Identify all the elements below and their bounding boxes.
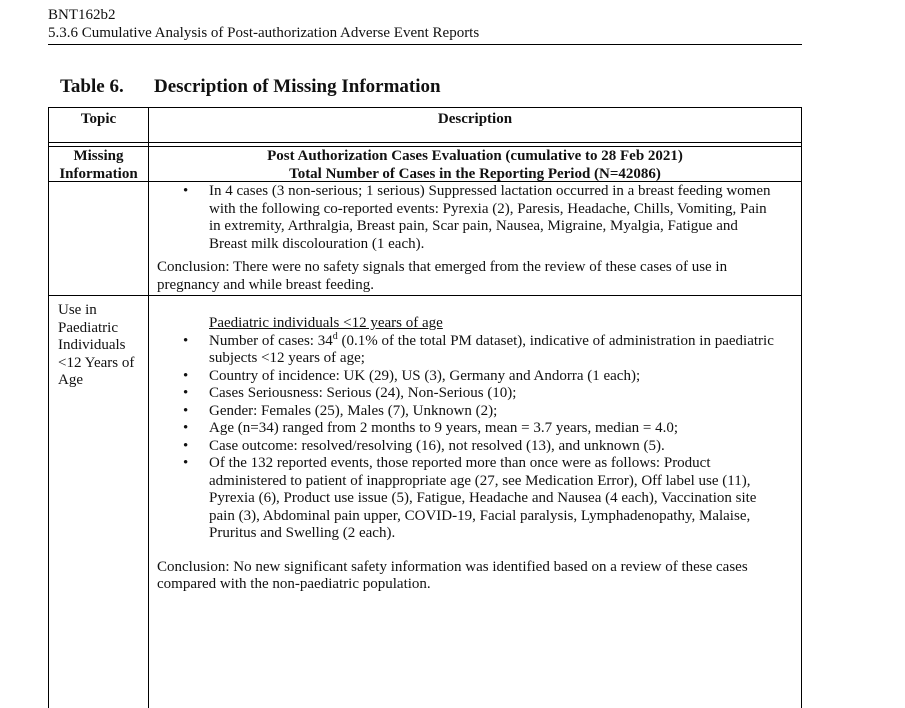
evaluation-heading — [149, 148, 801, 183]
list-item — [149, 455, 801, 543]
list-item: • Gender: Females (25), Males (7), Unknown (2); — [149, 403, 801, 421]
row-divider — [49, 142, 801, 143]
lactation-section — [149, 183, 801, 294]
product-name: BNT162b2 — [48, 7, 116, 23]
topic-line: Use in — [58, 302, 97, 318]
missing-information-table — [48, 107, 802, 708]
topic-line: Missing — [73, 148, 124, 164]
row-divider — [49, 146, 801, 147]
table-title-text: Description of Missing Information — [154, 76, 441, 97]
text-line: Breast milk discolouration (1 each). — [209, 235, 425, 252]
row-divider — [49, 295, 801, 296]
table-number: Table 6. — [60, 76, 124, 97]
list-item: • Cases Seriousness: Serious (24), Non-Serious (10); — [149, 385, 801, 403]
text-line: compared with the non-paediatric population. — [157, 576, 431, 592]
list-item: • Country of incidence: UK (29), US (3), Germany and Andorra (1 each); — [149, 368, 801, 386]
footnote-marker: d — [332, 330, 338, 342]
cases-text: Number of cases: 34 — [209, 332, 333, 349]
heading-line: Post Authorization Cases Evaluation (cumulative to 28 Feb 2021) — [267, 148, 683, 164]
text-line: Pyrexia (6), Product use issue (5), Fatigue, Headache and Nausea (4 each), Vaccination site — [209, 490, 757, 506]
text-line: in extremity, Arthralgia, Breast pain, Scar pain, Nausea, Migraine, Myalgia, Fatigue and — [209, 218, 738, 234]
header-rule — [48, 44, 802, 45]
paediatric-section — [149, 315, 801, 594]
topic-missing-information — [49, 148, 148, 183]
topic-line: Individuals — [58, 337, 126, 353]
list-item: • Case outcome: resolved/resolving (16), not resolved (13), and unknown (5). — [149, 438, 801, 456]
topic-column-header: Topic — [80, 111, 117, 127]
text-line — [209, 330, 801, 351]
topic-line: Age — [58, 372, 83, 388]
text-line: pain (3), Abdominal pain upper, COVID-19, Facial paralysis, Lymphadenopathy, Malaise, — [209, 507, 751, 524]
lactation-conclusion — [149, 259, 801, 294]
topic-line: Paediatric — [58, 319, 118, 336]
list-item: • Age (n=34) ranged from 2 months to 9 years, mean = 3.7 years, median = 4.0; — [149, 420, 801, 438]
topic-use-in-paediatric — [58, 302, 146, 390]
text-line: administered to patient of inappropriate age (27, see Medication Error), Off label use (11), — [209, 472, 751, 489]
description-column-header: Description — [437, 111, 513, 127]
text-line: Conclusion: No new significant safety information was identified based on a review of these cases — [157, 558, 748, 575]
heading-line: Total Number of Cases in the Reporting Period (N=42086) — [289, 165, 661, 182]
text-line: subjects <12 years of age; — [209, 350, 365, 366]
paediatric-conclusion — [149, 559, 801, 594]
table-title — [60, 76, 441, 98]
topic-line: Information — [59, 165, 138, 182]
topic-line: <12 Years of — [58, 354, 135, 371]
cases-text: (0.1% of the total PM dataset), indicative of administration in paediatric — [337, 332, 774, 349]
lactation-bullet — [149, 183, 801, 253]
text-line: • In 4 cases (3 non-serious; 1 serious) Suppressed lactation occurred in a breast feeding women — [209, 183, 771, 199]
section-title: 5.3.6 Cumulative Analysis of Post-authorization Adverse Event Reports — [48, 25, 480, 41]
text-line: with the following co-reported events: Pyrexia (2), Paresis, Headache, Chills, Vomiting, Pain — [209, 200, 767, 217]
text-line: pregnancy and while breast feeding. — [157, 276, 374, 293]
text-line: Conclusion: There were no safety signals that emerged from the review of these cases of use in — [157, 259, 728, 275]
text-line: • Of the 132 reported events, those reported more than once were as follows: Product — [209, 455, 711, 471]
document-header — [48, 6, 479, 42]
text-line: Pruritus and Swelling (2 each). — [209, 525, 396, 541]
list-item — [149, 330, 801, 368]
paediatric-subheading: Paediatric individuals <12 years of age — [209, 315, 443, 331]
